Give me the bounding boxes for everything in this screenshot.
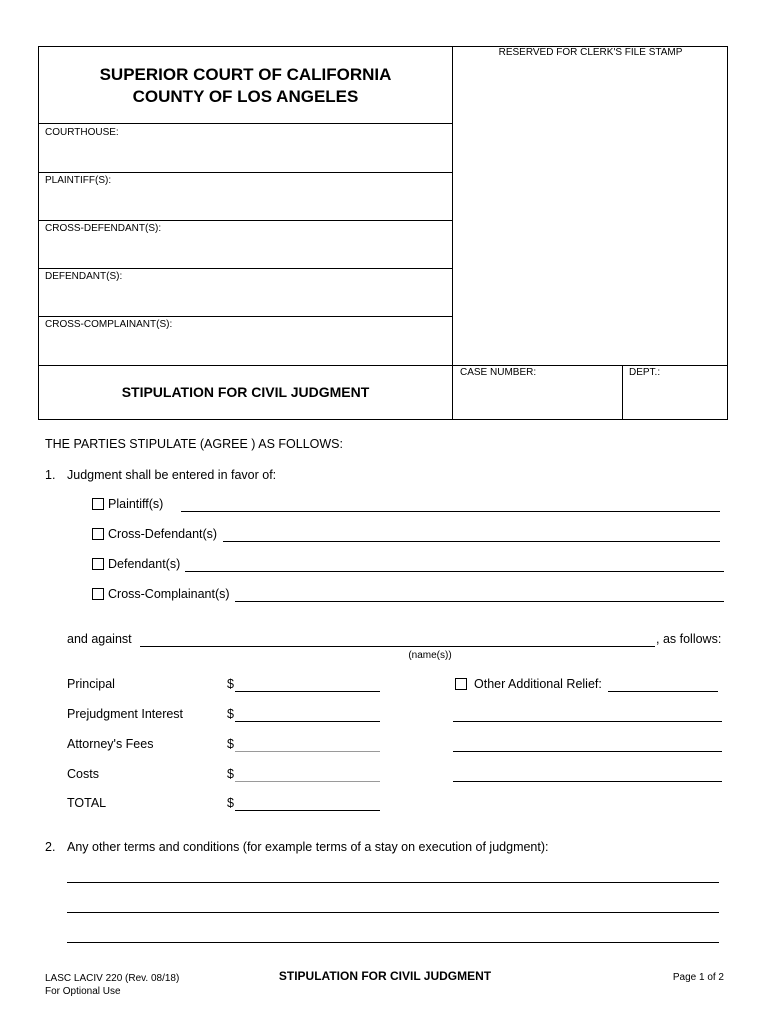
cross-complainant-option-label: Cross-Complainant(s) [108, 587, 230, 601]
footer-page-number: Page 1 of 2 [672, 972, 724, 983]
total-label: TOTAL [67, 796, 107, 810]
court-line-1: SUPERIOR COURT OF CALIFORNIA [99, 65, 392, 84]
and-against-text: and against [67, 632, 132, 646]
court-row-bottom [38, 123, 453, 124]
cross-defendant-checkbox[interactable] [92, 528, 104, 540]
item2-number: 2. [45, 840, 56, 854]
form-title: STIPULATION FOR CIVIL JUDGMENT [121, 384, 370, 400]
cross-complainants-label: CROSS-COMPLAINANT(S): [45, 319, 173, 330]
court-name [38, 64, 453, 108]
item1-number: 1. [45, 468, 56, 482]
cross-defendant-option-label: Cross-Defendant(s) [108, 527, 218, 541]
intro-text: THE PARTIES STIPULATE (AGREE ) AS FOLLOWS: [45, 437, 343, 451]
footer-form-id [45, 972, 179, 998]
other-relief-checkbox[interactable] [455, 678, 467, 690]
item1-text: Judgment shall be entered in favor of: [67, 468, 277, 482]
defendant-row-bottom [38, 316, 453, 317]
plaintiff-option-label: Plaintiff(s) [108, 497, 164, 511]
court-line-2: COUNTY OF LOS ANGELES [132, 87, 359, 106]
prejudgment-interest-amount-line[interactable] [235, 721, 380, 722]
costs-label: Costs [67, 767, 99, 781]
other-relief-line-4[interactable] [453, 781, 722, 782]
total-dollar: $ [227, 796, 234, 810]
attorneys-fees-label: Attorney's Fees [67, 737, 154, 751]
cross-complainant-checkbox[interactable] [92, 588, 104, 600]
other-relief-line-1[interactable] [608, 691, 718, 692]
courthouse-label: COURTHOUSE: [45, 127, 119, 138]
principal-amount-line[interactable] [235, 691, 380, 692]
attorneys-fees-amount-line[interactable] [235, 751, 380, 752]
defendants-label: DEFENDANT(S): [45, 271, 123, 282]
other-relief-line-3[interactable] [453, 751, 722, 752]
cross-complainant-name-line[interactable] [235, 601, 724, 602]
terms-line-1[interactable] [67, 882, 719, 883]
other-relief-label: Other Additional Relief: [474, 677, 602, 691]
cross-complainant-row-bottom [38, 365, 728, 366]
names-caption: (name(s)) [408, 650, 452, 661]
as-follows-text: , as follows: [656, 632, 722, 646]
principal-dollar: $ [227, 677, 234, 691]
caption-box-bottom [38, 419, 728, 420]
cross-defendant-name-line[interactable] [223, 541, 720, 542]
principal-label: Principal [67, 677, 115, 691]
cross-defendants-label: CROSS-DEFENDANT(S): [45, 223, 162, 234]
plaintiff-row-bottom [38, 220, 453, 221]
footer-form-number: LASC LACIV 220 (Rev. 08/18) [45, 973, 180, 984]
footer-title: STIPULATION FOR CIVIL JUDGMENT [278, 969, 492, 983]
defendant-name-line[interactable] [185, 571, 724, 572]
dept-label: DEPT.: [629, 367, 661, 378]
terms-line-3[interactable] [67, 942, 719, 943]
footer-optional-use: For Optional Use [45, 986, 121, 997]
prejudgment-interest-dollar: $ [227, 707, 234, 721]
attorneys-fees-dollar: $ [227, 737, 234, 751]
costs-dollar: $ [227, 767, 234, 781]
prejudgment-interest-label: Prejudgment Interest [67, 707, 184, 721]
plaintiff-checkbox[interactable] [92, 498, 104, 510]
dept-divider [622, 365, 623, 420]
costs-amount-line[interactable] [235, 781, 380, 782]
other-relief-line-2[interactable] [453, 721, 722, 722]
item2-text: Any other terms and conditions (for example terms of a stay on execution of judgment): [67, 840, 549, 854]
plaintiff-name-line[interactable] [181, 511, 720, 512]
cross-defendant-row-bottom [38, 268, 453, 269]
plaintiffs-label: PLAINTIFF(S): [45, 175, 112, 186]
courthouse-row-bottom [38, 172, 453, 173]
against-name-line[interactable] [140, 646, 655, 647]
total-amount-line[interactable] [235, 810, 380, 811]
caption-box-right [727, 46, 728, 420]
terms-line-2[interactable] [67, 912, 719, 913]
case-number-label: CASE NUMBER: [460, 367, 537, 378]
defendant-option-label: Defendant(s) [108, 557, 181, 571]
clerk-stamp-label: RESERVED FOR CLERK'S FILE STAMP [498, 47, 683, 58]
defendant-checkbox[interactable] [92, 558, 104, 570]
